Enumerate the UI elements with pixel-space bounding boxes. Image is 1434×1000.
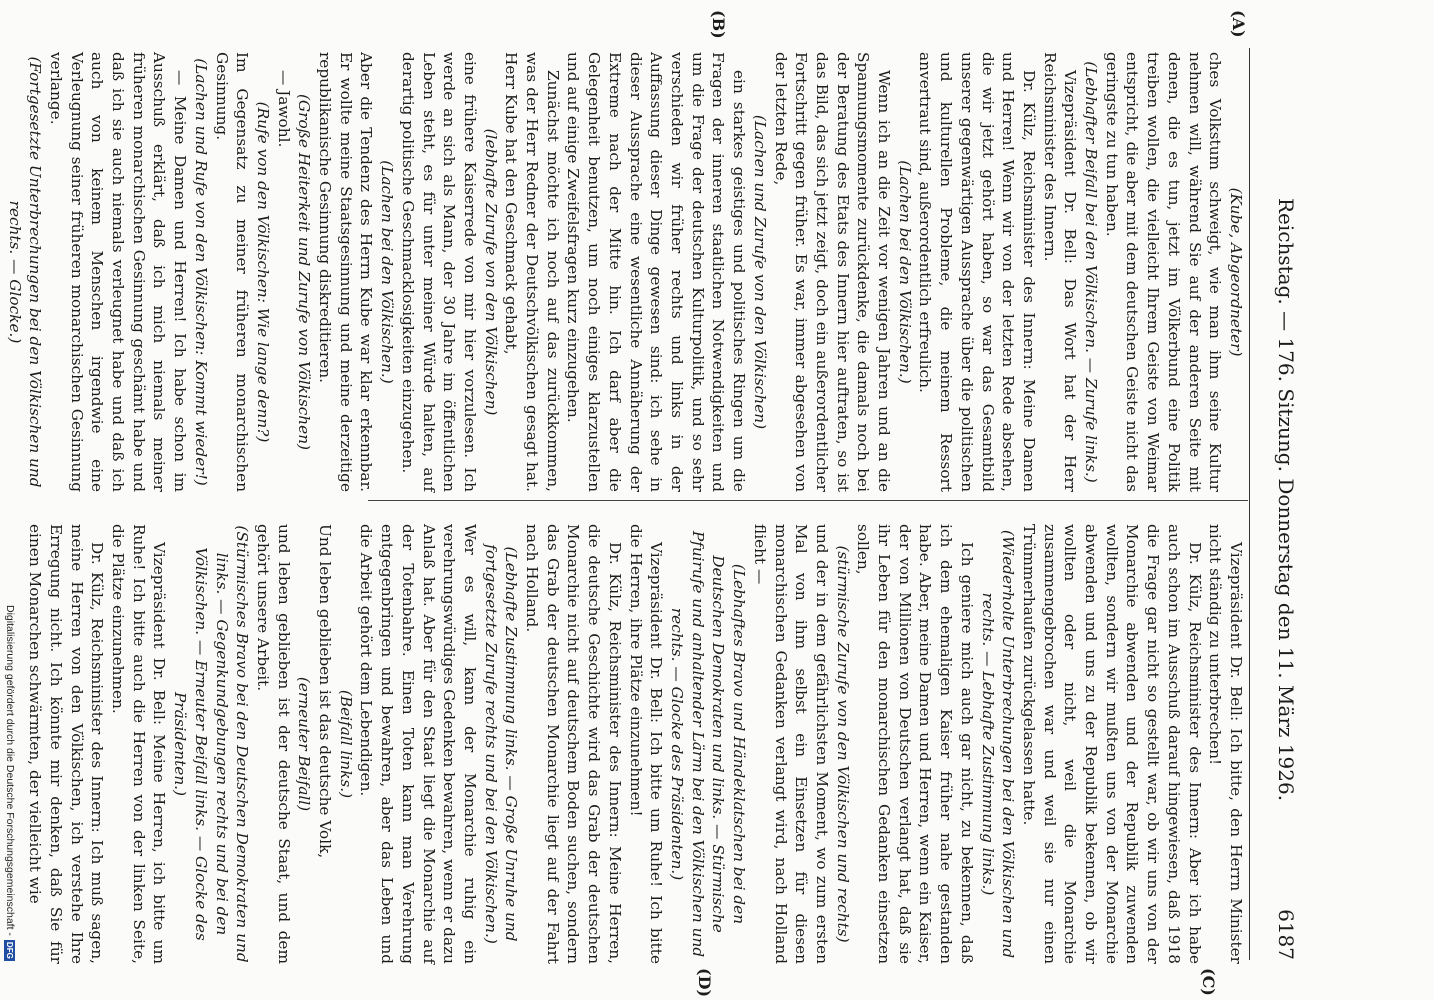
margin-marker-c: (C) — [1199, 968, 1218, 996]
margin-marker-a: (A) — [1229, 10, 1248, 38]
paragraph: Dr. Külz, Reichsminister des Innern: Meine Damen und Herren! Wenn wir von der letzten Rede absehen, die wir jetzt gehört haben, so war das Gesamtbild unserer gegenwärtigen Aussprache über die politischen und kulturellen Probleme, die meinem Ressort anvertraut sind, außerordentlich erfreulich. — [916, 52, 1038, 492]
paragraph: Zunächst möchte ich noch auf das zurückkommen, was der Herr Redner der Deutschvölkischen gesagt hat. Herr Kube hat den Geschmack gehabt, — [502, 52, 562, 492]
paragraph: Vizepräsident Dr. Bell: Ich bitte um Ruhe! Ich bitte die Herren, ihre Plätze einzunehmen! — [626, 524, 666, 964]
digitization-note: Digitalisierung gefördert durch die Deutsche Forschungsgemeinschaft - — [4, 605, 16, 936]
header-title: Reichstag. — 176. Sitzung. Donnerstag den 11. März 1926. — [1274, 198, 1298, 802]
margin-marker-b: (B) — [709, 10, 728, 39]
paragraph: (Lebhafte Zustimmung links. — Große Unruhe und fortgesetzte Zurufe rechts und bei den Völkischen.) — [481, 544, 521, 944]
margin-marker-d: (D) — [695, 968, 714, 998]
paragraph: Vizepräsident Dr. Bell: Meine Herren, ich bitte um Ruhe! Ich bitte auch die Herren von der linken Seite, die Plätze einzunehmen. — [109, 524, 169, 964]
header-rule — [1249, 48, 1250, 960]
paragraph: (Rufe von den Völkischen: Wie lange denn?) — [253, 101, 272, 443]
paragraph: (stürmische Zurufe von den Völkischen und rechts) — [833, 545, 852, 943]
paragraph: und leben geblieben ist der deutsche Staat, und dem gehört unsere Arbeit. — [253, 524, 293, 964]
paragraph: ches Volkstum schweigt, wie man ihm seine Kultur nehmen will, während Sie auf der anderen Seite mit denen, die es tun, jetzt im Völkerbund eine Politik treiben wollen, die vielleicht Ihrem Geiste von Weimar entspricht, die aber mit dem deutschen Geiste nicht das geringste zu tun haben. — [1102, 52, 1225, 492]
paragraph: (Lachen bei den Völkischen.) — [895, 160, 914, 384]
paragraph: Wenn ich an die Zeit vor wenigen Jahren und an die Spannungsmomente zurückdenke, die damals noch bei der Beratung des Etats des Innern hier auftraten, so ist das Bild, das sich jetzt zeigt, doch ein außerordentlicher Fortschritt gegen früher. Es war, immer abgesehen von der letzten Rede, — [771, 52, 894, 492]
right-text-column — [26, 524, 1246, 964]
paragraph: Ich geniere mich auch gar nicht, zu bekennen, daß ich dem ehemaligen Kaiser früher nahe gestanden habe. Aber, meine Damen und Herren, wenn ein Kaiser, der von Millionen von Deutschen verlangt hat, daß sie ihr Leben für den monarchischen Gedanken einsetzen sollen, — [854, 524, 976, 964]
paragraph: (Fortgesetzte Unterbrechungen bei den Völkischen und rechts. — Glocke.) — [5, 56, 45, 488]
paragraph: Wer es will, kann der Monarchie ruhig ein verehrungswürdiges Gedenken bewahren, wenn er dazu Anlaß hat. Aber für den Staat liegt die Monarchie auf der Totenbahre. Einen Toten kann man Verehrung entgegenbringen und bewahren, aber das Leben und die Arbeit gehört dem Lebendigen. — [357, 524, 479, 964]
paragraph: Aber die Tendenz des Herrn Kube war klar erkennbar. Er wollte meine Staatsgesinnung und meine derzeitige republikanische Gesinnung diskreditieren. — [316, 52, 376, 492]
paragraph: — Jawohl. — [274, 70, 293, 148]
paragraph: Dr. Külz, Reichsminister des Innern: Ich muß sagen, meine Herren von den Völkischen, ich verstehe Ihre Erregung nicht. Ich könnte mir denken, daß Sie für einen Monarchen schwärmten, der vielleicht wie — [26, 524, 107, 964]
paragraph: (Lachen bei den Völkischen.) — [378, 160, 397, 384]
paragraph: (Beifall links.) — [336, 689, 355, 799]
paragraph: (Lachen und Zurufe von den Völkischen) — [750, 114, 769, 430]
paragraph: ein starkes geistiges und politisches Ringen um die Fragen der inneren staatlichen Notwendigkeiten und um die Frage der deutschen Kulturpolitik, und so sehr verschieden wir früher rechts und links in der Auffassung dieser Dinge gewesen sind: ich sehe in dieser Aussprache eine wesentliche Annäherung der Extreme nach der Mitte hin. Ich darf aber die Gelegenheit benutzen, um noch einiges klarzustellen und auf einige Zweifelsfragen kurz einzugehen. — [564, 52, 749, 492]
paragraph: (Lebhafter Beifall bei den Völkischen. — Zurufe links.) — [1082, 61, 1101, 483]
page-header — [1264, 30, 1308, 960]
digitization-sidebar — [2, 605, 18, 995]
paragraph: Vizepräsident Dr. Bell: Ich bitte, den Herrn Minister nicht ständig zu unterbrechen! — [1206, 524, 1245, 964]
paragraph: Dr. Külz, Reichsminister des Innern: Meine Herren, die deutsche Geschichte wird das Grab der deutschen Monarchie nicht auf deutschem Boden suchen, sondern das Grab der deutschen Monarchie liegt auf der Fahrt nach Holland. — [523, 524, 624, 964]
paragraph: (lebhafte Zurufe von den Völkischen) — [481, 128, 500, 416]
dfg-logo: DFG — [5, 941, 15, 959]
page-number: 6187 — [1274, 909, 1298, 960]
paragraph: (Lachen und Rufe von den Völkischen: Kommt wieder!) — [191, 58, 210, 486]
paragraph: eine frühere Kaiserrede von mir hier vorzulesen. Ich werde an sich als Mann, der 30 Jahre im öffentlichen Leben steht, es für unter meiner Würde halten, auf derartig politische Geschmacklosigkeiten einzugehen. — [398, 52, 479, 492]
paragraph: (Kube, Abgeordneter) — [1227, 187, 1245, 357]
paragraph: Und leben geblieben ist das deutsche Volk, — [316, 524, 335, 859]
paragraph: (erneuter Beifall) — [295, 676, 314, 812]
left-text-column — [5, 52, 1246, 492]
paragraph: und der in dem gefährlichsten Moment, wo zum ersten Mal von ihm selbst ein Einsetzen für diesen monarchischen Gedanken verlangt wird, nach Holland flieht — — [750, 524, 831, 964]
column-divider — [368, 500, 1248, 501]
paragraph: Vizepräsident Dr. Bell: Das Wort hat der Herr Reichsminister des Innern. — [1040, 52, 1080, 492]
paragraph: — Meine Damen und Herren! Ich habe schon im Ausschuß erklärt, daß ich mich niemals meiner früheren monarchischen Gesinnung geschämt habe und daß ich sie auch niemals verleugnet habe und daß ich auch von keinem Menschen irgendwie eine Verleugnung seiner früheren monarchischen Gesinnung verlange. — [46, 52, 190, 492]
paragraph: (Lebhaftes Bravo und Händeklatschen bei den Deutschen Demokraten und links. — Stürmische Pfuirufe und anhaltender Lärm bei den Völkischen und rechts. — Glocke des Präsidenten.) — [668, 530, 749, 958]
paragraph: (Große Heiterkeit und Zurufe von Völkischen) — [295, 93, 314, 451]
paragraph: (Wiederholte Unterbrechungen bei den Völkischen und rechts. — Lebhafte Zustimmung links.) — [978, 529, 1018, 959]
paragraph: Im Gegensatz zu meiner früheren monarchischen Gesinnung. — [212, 52, 252, 492]
paragraph: Dr. Külz, Reichsminister des Innern: Aber ich habe auch schon im Ausschuß darauf hingewiesen, daß 1918 die Frage gar nicht so gestellt war, ob wir uns von der Monarchie abwenden und der Republik zuwenden wollten, sondern wir mußten uns von der Monarchie abwenden und uns zu der Republik bekennen, ob wir wollten oder nicht, weil die Monarchie zusammengebrochen war und weil sie nur einen Trümmerhaufen zurückgelassen hatte. — [1019, 524, 1204, 964]
paragraph: (Stürmisches Bravo bei den Deutschen Demokraten und links. — Gegenkundgebungen rechts und bei den Völkischen. — Erneuter Beifall links. — Glocke des Präsidenten.) — [171, 525, 252, 963]
